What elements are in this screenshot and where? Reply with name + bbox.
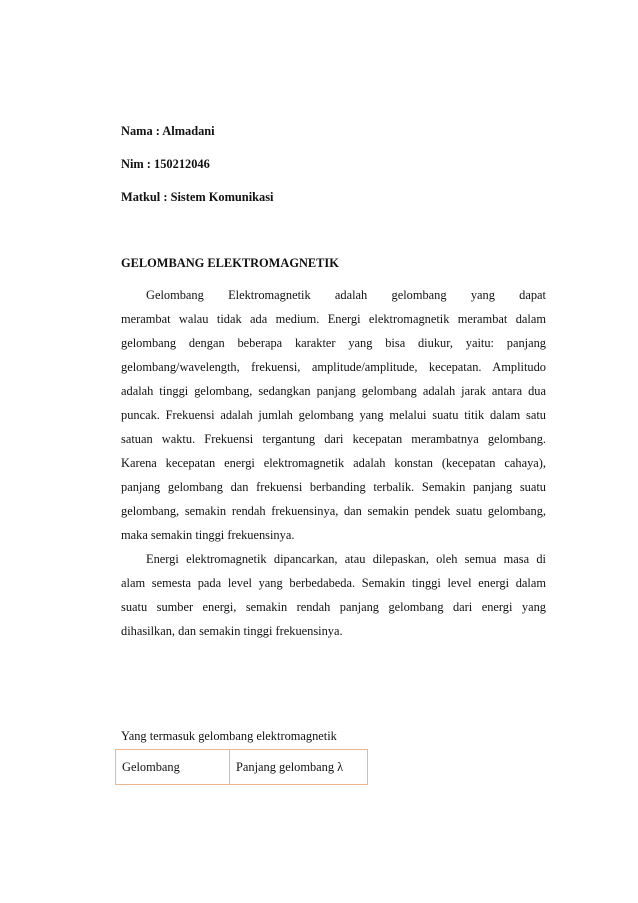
paragraph-1-line: Karena kecepatan energi elektromagnetik adalah konstan (kecepatan cahaya), [121, 456, 546, 470]
student-nim: Nim : 150212046 [121, 157, 210, 171]
paragraph-2-line: alam semesta pada level yang berbedabeda. Semakin tinggi level energi dalam [121, 576, 546, 590]
table-header-wave: Gelombang [116, 750, 230, 785]
paragraph-1-line: gelombang dengan beberapa karakter yang bisa diukur, yaitu: panjang [121, 336, 546, 350]
paragraph-1-line: puncak. Frekuensi adalah jumlah gelombang yang melalui suatu titik dalam satu [121, 408, 546, 422]
paragraph-1-line: gelombang/wavelength, frekuensi, amplitude/amplitude, kecepatan. Amplitudo [121, 360, 546, 374]
paragraph-1-line: panjang gelombang dan frekuensi berbanding terbalik. Semakin panjang suatu [121, 480, 546, 494]
paragraph-2-line: Energi elektromagnetik dipancarkan, atau dilepaskan, oleh semua masa di [146, 552, 546, 566]
table-header-wavelength: Panjang gelombang λ [230, 750, 368, 785]
paragraph-2-line: dihasilkan, dan semakin tinggi frekuensinya. [121, 624, 343, 638]
course-name: Matkul : Sistem Komunikasi [121, 190, 274, 204]
table-header-row [116, 750, 368, 785]
paragraph-2-line: suatu sumber energi, semakin rendah panjang gelombang dari energi yang [121, 600, 546, 614]
list-caption: Yang termasuk gelombang elektromagnetik [121, 729, 337, 743]
paragraph-1-line: adalah tinggi gelombang, sedangkan panjang gelombang adalah jarak antara dua [121, 384, 546, 398]
paragraph-1-line: Gelombang Elektromagnetik adalah gelombang yang dapat [146, 288, 546, 302]
student-name: Nama : Almadani [121, 124, 215, 138]
paragraph-1-line: gelombang, semakin rendah frekuensinya, dan semakin pendek suatu gelombang, [121, 504, 546, 518]
section-title: GELOMBANG ELEKTROMAGNETIK [121, 256, 339, 270]
paragraph-1-line: satuan waktu. Frekuensi tergantung dari kecepatan merambatnya gelombang. [121, 432, 546, 446]
paragraph-1-line: merambat walau tidak ada medium. Energi elektromagnetik merambat dalam [121, 312, 546, 326]
paragraph-1-line: maka semakin tinggi frekuensinya. [121, 528, 295, 542]
wavelength-table [115, 749, 368, 785]
